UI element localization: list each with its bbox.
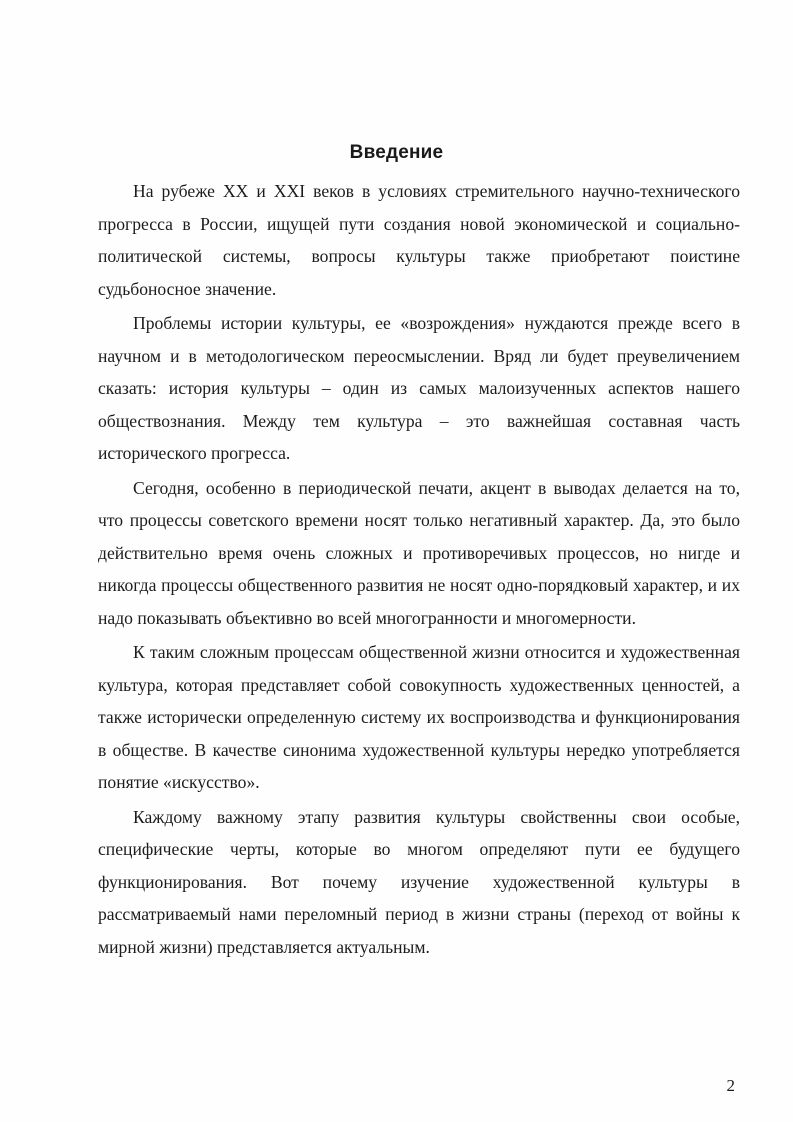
body-text — [98, 175, 740, 965]
paragraph-5: Каждому важному этапу развития культуры свойственны свои особые, специфические черты, которые во многом определяют пути ее будущего функционирования. Вот почему изучение художественной культуры в рассматриваемый нами переломный период в жизни страны (переход от войны к мирной жизни) представляется актуальным. — [98, 806, 740, 958]
paragraph-4: К таким сложным процессам общественной жизни относится и художественная культура, которая представляет собой совокупность художественных ценностей, а также исторически определенную систему их воспроизводства и функционирования в обществе. В качестве синонима художественной культуры нередко употребляется понятие «искусство». — [98, 642, 740, 793]
page-number: 2 — [726, 1076, 735, 1095]
paragraph-1: На рубеже XX и XXI веков в условиях стремительного научно-технического прогресса в России, ищущей пути создания новой экономической и социально-политической системы, вопросы культуры также приобретают поистине судьбоносное значение. — [98, 181, 740, 299]
paragraph-2: Проблемы истории культуры, ее «возрождения» нуждаются прежде всего в научном и в методологическом переосмыслении. Вряд ли будет преувеличением сказать: история культуры – один из самых малоизученных аспектов нашего обществознания. Между тем культура – это важнейшая составная часть исторического прогресса. — [98, 312, 740, 464]
page-title: Введение — [349, 142, 444, 163]
paragraph-3: Сегодня, особенно в периодической печати, акцент в выводах делается на то, что процессы советского времени носят только негативный характер. Да, это было действительно время очень сложных и противоречивых процессов, но нигде и никогда процессы общественного развития не носят одно-порядковый характер, и их надо показывать объективно во всей многогранности и многомерности. — [98, 477, 740, 628]
